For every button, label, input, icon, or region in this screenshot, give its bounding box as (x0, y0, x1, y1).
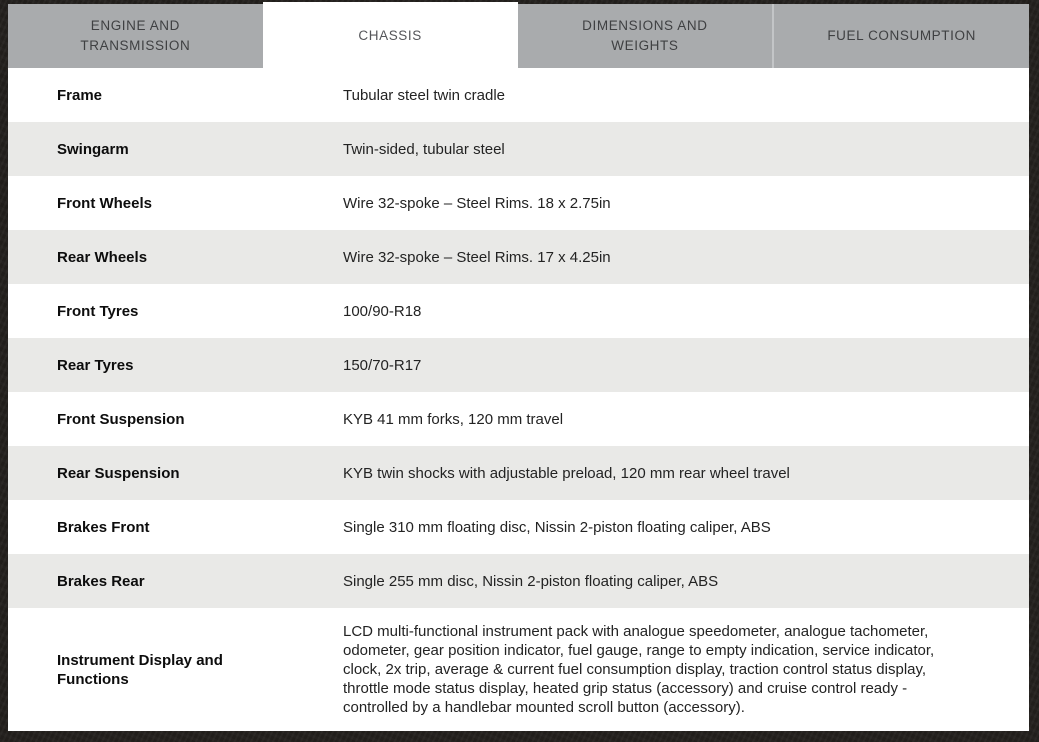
spec-label: Front Tyres (57, 302, 139, 320)
spec-value: Single 310 mm floating disc, Nissin 2-piston floating caliper, ABS (343, 518, 771, 536)
table-row (8, 446, 1029, 500)
table-row (8, 392, 1029, 446)
tab-label: CHASSIS (358, 27, 422, 43)
spec-value: Wire 32-spoke – Steel Rims. 18 x 2.75in (343, 194, 611, 212)
table-row (8, 554, 1029, 608)
spec-value: Wire 32-spoke – Steel Rims. 17 x 4.25in (343, 248, 611, 266)
table-row (8, 68, 1029, 122)
spec-value: 100/90-R18 (343, 302, 422, 320)
spec-label: Front Wheels (57, 194, 153, 212)
tab-chassis[interactable] (263, 2, 518, 68)
tab-dimensions-and-weights[interactable] (518, 4, 773, 68)
spec-label: Brakes Front (57, 518, 150, 536)
table-row (8, 608, 1029, 731)
spec-label: Swingarm (57, 140, 129, 158)
spec-label: Rear Wheels (57, 248, 148, 266)
spec-label: Instrument Display and Functions (57, 651, 223, 688)
spec-value: Twin-sided, tubular steel (343, 140, 505, 158)
spec-label: Frame (57, 86, 103, 104)
table-row (8, 122, 1029, 176)
spec-label: Rear Suspension (57, 464, 180, 482)
spec-label: Rear Tyres (57, 356, 134, 374)
tab-fuel-consumption[interactable] (772, 4, 1029, 68)
spec-value: 150/70-R17 (343, 356, 422, 374)
tab-label: FUEL CONSUMPTION (827, 27, 976, 43)
spec-value: LCD multi-functional instrument pack with analogue speedometer, analogue tachometer, odometer, gear position indicator, fuel gauge, range to empty indication, service indicator, clock, 2x trip, average & current fuel consumption display, traction control status display, throttle mode status display, heated grip status (accessory) and cruise control ready - controlled by a handlebar mounted scroll button (accessory). (343, 623, 935, 716)
spec-value: KYB twin shocks with adjustable preload, 120 mm rear wheel travel (343, 464, 790, 482)
table-row (8, 230, 1029, 284)
tab-engine-and-transmission[interactable] (8, 4, 263, 68)
table-row (8, 338, 1029, 392)
tab-label: ENGINE AND TRANSMISSION (80, 17, 191, 53)
tab-label: DIMENSIONS AND WEIGHTS (582, 17, 708, 53)
table-row (8, 176, 1029, 230)
spec-value: KYB 41 mm forks, 120 mm travel (343, 410, 564, 428)
spec-label: Front Suspension (57, 410, 185, 428)
table-row (8, 284, 1029, 338)
spec-table (8, 68, 1029, 731)
spec-tab-bar (8, 4, 1029, 68)
table-row (8, 500, 1029, 554)
spec-value: Tubular steel twin cradle (343, 86, 506, 104)
spec-label: Brakes Rear (57, 572, 145, 590)
spec-value: Single 255 mm disc, Nissin 2-piston floating caliper, ABS (343, 572, 719, 590)
